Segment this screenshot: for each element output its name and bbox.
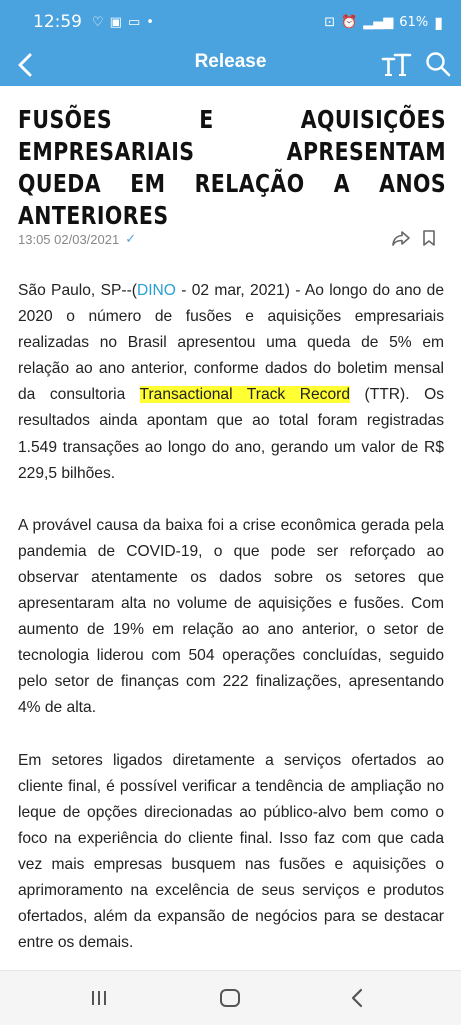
article-body xyxy=(18,278,444,1034)
search-icon[interactable] xyxy=(424,50,452,78)
back-nav-icon[interactable] xyxy=(345,985,371,1011)
recent-apps-icon[interactable] xyxy=(86,985,112,1011)
dino-link[interactable]: DINO xyxy=(136,282,176,299)
article-paragraph-1 xyxy=(18,278,444,487)
notification-icons xyxy=(92,15,154,30)
article-headline: FUSÕES E AQUISIÇÕES EMPRESARIAIS APRESENTAM QUEDA EM RELAÇÃO A ANOS ANTERIORES xyxy=(18,105,447,230)
article-timestamp: 13:05 02/03/2021 xyxy=(18,231,120,247)
message-icon: ▭ xyxy=(127,14,141,30)
paragraph-text: (TTR). Os resultados ainda apontam que ao total foram registradas 1.549 transações ao longo do ano, gerando um valor de R$ 229,5 bilhões. xyxy=(18,386,445,482)
home-icon[interactable] xyxy=(217,985,243,1011)
system-navigation-bar xyxy=(0,970,461,1025)
status-bar xyxy=(0,0,461,44)
verified-check-icon: ✓ xyxy=(125,231,137,246)
paragraph-text: - 02 mar, 2021) - Ao longo do ano de 2020 o número de fusões e aquisições empresariais realizadas no Brasil apresentou uma queda de 5% em relação ao ano anterior, conforme dados do boletim mensal da consultoria xyxy=(18,282,444,404)
share-icon[interactable] xyxy=(391,228,411,248)
status-time: 12:59 xyxy=(33,12,82,32)
heart-icon: ♡ xyxy=(92,14,104,30)
gallery-icon: ▣ xyxy=(109,14,122,30)
alarm-icon: ⏰ xyxy=(341,14,358,30)
app-title: Release xyxy=(194,51,267,72)
paragraph-text: São Paulo, SP--( xyxy=(18,282,137,299)
highlighted-text: Transactional Track Record xyxy=(139,386,350,404)
article-paragraph-3: Em setores ligados diretamente a serviços ofertados ao cliente final, é possível verificar a tendência de ampliação no leque de opções direcionadas ao público-alvo bem como o foco na experiência do cliente final. Isso faz com que cada vez mais empresas busquem nas fusões e aquisições o aprimoramento na excelência de seus serviços e produtos ofertados, além da expansão de negócios para se destacar entre os demais. xyxy=(18,751,444,952)
battery-level: 61% xyxy=(399,14,429,30)
lock-icon: ⊡ xyxy=(324,14,336,30)
app-bar xyxy=(0,44,461,86)
dot-icon: • xyxy=(146,14,154,30)
article-paragraph-2: A provável causa da baixa foi a crise econômica gerada pela pandemia de COVID-19, o que pode ser reforçado ao observar atentamente os dados sobre os setores que apresentaram alta no volume de aquisições e fusões. Com aumento de 19% em relação ao ano anterior, o setor de tecnologia liderou com 504 operações concluídas, seguido pelo setor de finanças com 222 finalizações, apresentando 4% de alta. xyxy=(18,516,444,717)
battery-icon: ▮ xyxy=(434,12,443,32)
text-size-icon[interactable] xyxy=(380,50,412,80)
signal-icon: ▂▄▆ xyxy=(363,14,394,30)
bookmark-icon[interactable] xyxy=(421,229,437,247)
system-icons xyxy=(324,13,443,32)
article-meta xyxy=(18,228,443,250)
